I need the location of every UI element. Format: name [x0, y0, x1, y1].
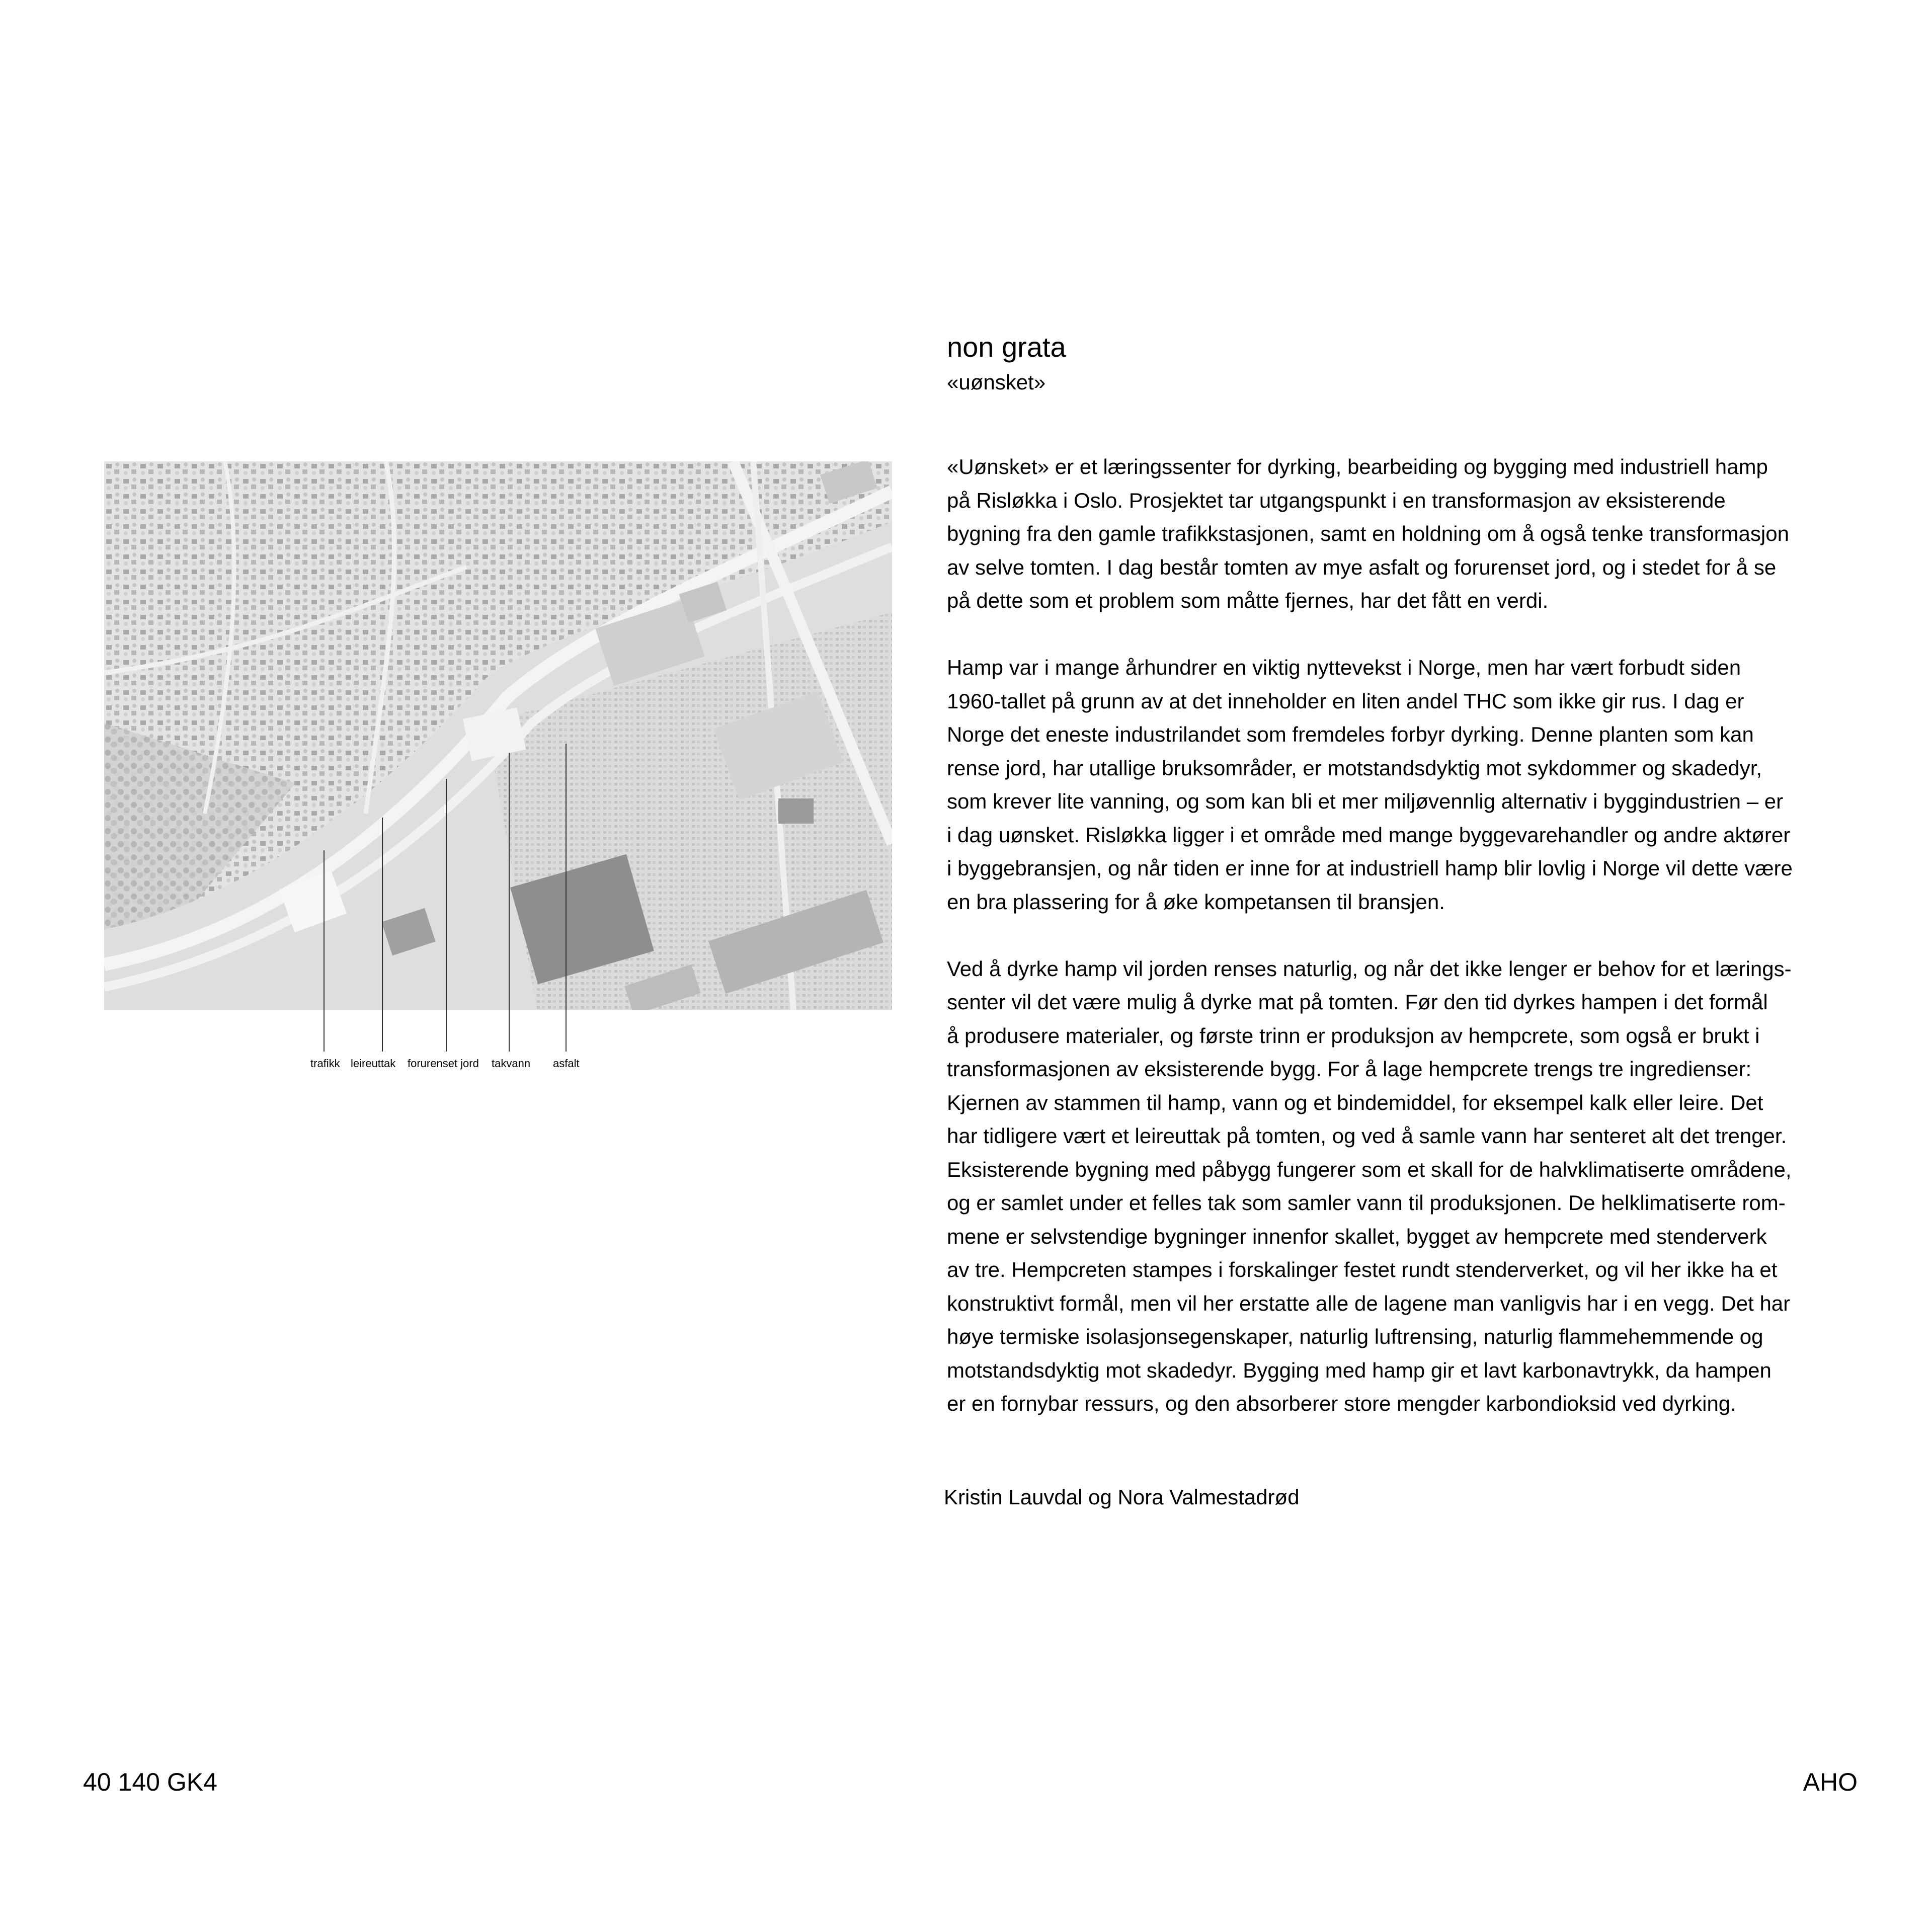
paragraph: Hamp var i mange århundrer en viktig nyttevekst i Norge, men har vært forbudt siden 1960-tallet på grunn av at det inneholder en liten andel THC som ikke gir rus. I dag er Norge det eneste industrilandet som fremdeles forbyr dyrking. Denne planten som kan rense jord, har utallige bruksområder, er motstandsdyktig mot sykdommer og skadedyr, som krever lite vanning, og som kan bli et mer miljøvennlig alternativ i byggindustrien – er i dag uønsket. Risløkka ligger i et område med mange byggevarehandler og andre aktører i byggebransjen, og når tiden er inne for at industriell hamp blir lovlig i Norge vil dette være en bra plassering for å øke kompetansen til bransjen. — [947, 656, 1793, 914]
site-label-leireuttak: leireuttak — [351, 1057, 396, 1070]
aerial-photo — [104, 461, 892, 1010]
paragraph: «Uønsket» er et læringssenter for dyrking, bearbeiding og bygging med industriell hamp på Risløkka i Oslo. Prosjektet tar utgangspunkt i en transformasjon av eksisterende bygning fra den gamle trafikkstasjonen, samt en holdning om å også tenke transformasjon av selve tomten. I dag består tomten av mye asfalt og forurenset jord, og i stedet for å se på dette som et problem som måtte fjernes, har det fått en verdi. — [947, 455, 1789, 612]
site-label-forurenset-jord: forurenset jord — [408, 1057, 479, 1070]
page-title: non grata — [947, 331, 1066, 363]
body-text — [947, 450, 1853, 1454]
paragraph: Ved å dyrke hamp vil jorden renses naturlig, og når det ikke lenger er behov for et lærings- senter vil det være mulig å dyrke mat på tomten. Før den tid dyrkes hampen i det formål å produsere materialer, og første trinn er produksjon av hempcrete, som også er brukt i transformasjonen av eksisterende bygg. For å lage hempcrete trengs tre ingredienser: Kjernen av stammen til hamp, vann og et bindemiddel, for eksempel kalk eller leire. Det har tidligere vært et leireuttak på tomten, og ved å samle vann har senteret alt det trenger. Eksisterende bygning med påbygg fungerer som et skall for de halvklimatiserte områdene, og er samlet under et felles tak som samler vann til produksjonen. De helklimatiserte rom- mene er selvstendige bygninger innenfor skallet, bygget av hempcrete med stenderverk av tre. Hempcreten stampes i forskalinger festet rundt stenderverket, og vil her ikke ha et konstruktivt formål, men vil her erstatte alle de lagene man vanligvis har i en vegg. Det har høye termiske isolasjonsegenskaper, naturlig luftrensing, naturlig flammehemmende og motstandsdyktig mot skadedyr. Bygging med hamp gir et lavt karbonavtrykk, da hampen er en fornybar ressurs, og den absorberer store mengder karbondioksid ved dyrking. — [947, 956, 1792, 1415]
school-name: AHO — [1803, 1768, 1858, 1796]
authors: Kristin Lauvdal og Nora Valmestadrød — [944, 1485, 1300, 1509]
site-label-asfalt: asfalt — [553, 1057, 580, 1070]
page-subtitle: «uønsket» — [947, 370, 1046, 394]
site-label-takvann: takvann — [492, 1057, 531, 1070]
site-label-trafikk: trafikk — [310, 1057, 340, 1070]
course-code: 40 140 GK4 — [83, 1768, 217, 1796]
